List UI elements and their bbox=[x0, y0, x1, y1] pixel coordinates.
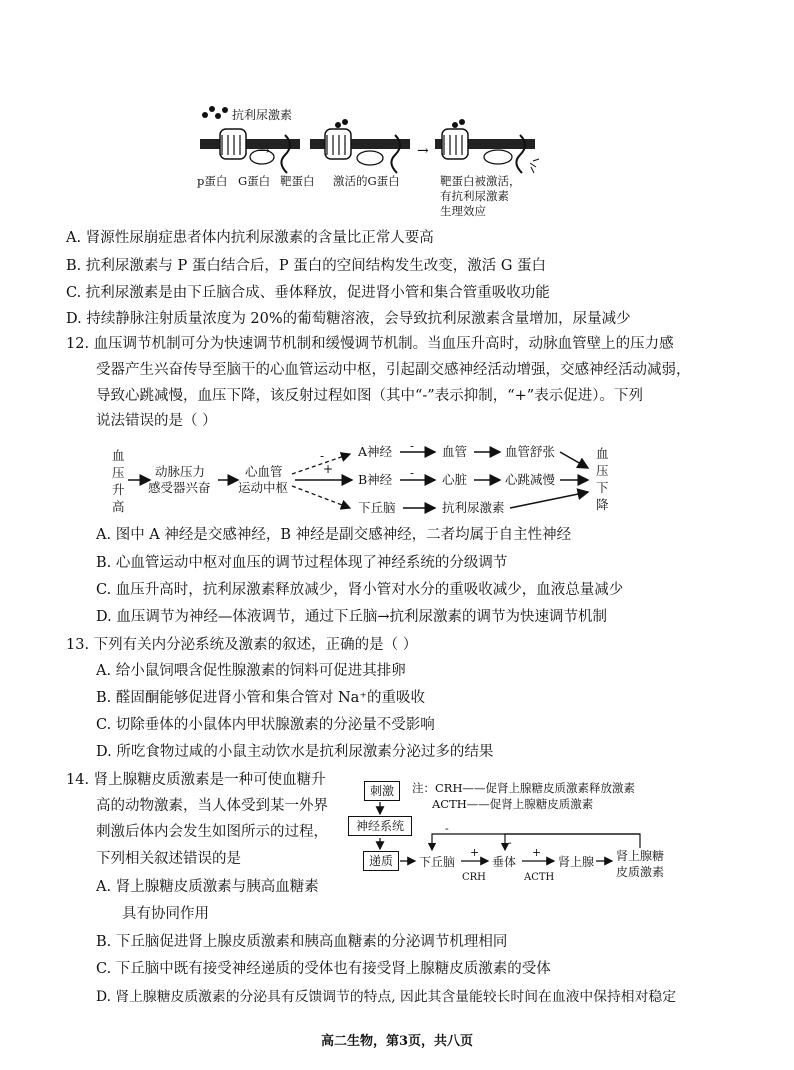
hpa-output-2: 皮质激素 bbox=[616, 865, 665, 879]
crh-label: CRH bbox=[462, 872, 486, 883]
label-g-protein: G蛋白 bbox=[238, 174, 271, 188]
q14-option-c: C. 下丘脑中既有接受神经递质的受体也有接受肾上腺糖皮质激素的受体 bbox=[96, 961, 551, 977]
q14-note-2: ACTH——促肾上腺糖皮质激素 bbox=[432, 797, 594, 811]
bp-drop-4: 降 bbox=[596, 497, 609, 512]
q14-option-b: B. 下丘脑促进肾上腺皮质激素和胰高血糖素的分泌调节机理相同 bbox=[96, 934, 508, 950]
plus-crh: + bbox=[470, 846, 480, 859]
bp-rise-3: 升 bbox=[112, 482, 125, 497]
hpa-hypothalamus: 下丘脑 bbox=[419, 855, 456, 869]
hypothalamus: 下丘脑 bbox=[358, 500, 396, 515]
label-activated-g: 激活的G蛋白 bbox=[333, 174, 400, 188]
bp-rise-2: 压 bbox=[112, 465, 125, 480]
q12-option-a: A. 图中 A 神经是交感神经，B 神经是副交感神经，二者均属于自主性神经 bbox=[96, 527, 572, 543]
q13-stem: 13. 下列有关内分泌系统及激素的叙述，正确的是（ ） bbox=[66, 637, 418, 653]
plus-sign-a: + bbox=[323, 462, 334, 476]
q13-option-d: D. 所吃食物过咸的小鼠主动饮水是抗利尿激素分泌过多的结果 bbox=[96, 744, 494, 760]
q14-stem-3: 刺激后体内会发生如图所示的过程， bbox=[96, 824, 328, 840]
q11-option-c: C. 抗利尿激素是由下丘脑合成、垂体释放，促进肾小管和集合管重吸收功能 bbox=[66, 285, 550, 301]
heart: 心脏 bbox=[442, 472, 468, 487]
center-1: 心血管 bbox=[245, 464, 283, 479]
acth-label: ACTH bbox=[524, 872, 555, 883]
center-2: 运动中枢 bbox=[238, 480, 289, 495]
label-activated-2: 有抗利尿激素 bbox=[440, 189, 509, 203]
q13-option-a: A. 给小鼠饲喂含促性腺激素的饲料可促进其排卵 bbox=[96, 663, 406, 679]
q14-option-d: D. 肾上腺糖皮质激素的分泌具有反馈调节的特点, 因此其含量能较长时间在血液中保持相对稳定 bbox=[96, 989, 676, 1005]
bp-drop-2: 压 bbox=[596, 463, 609, 478]
q12-option-c: C. 血压升高时，抗利尿激素释放减少，肾小管对水分的重吸收减少，血液总量减少 bbox=[96, 582, 624, 598]
q14-option-a-2: 具有协同作用 bbox=[122, 906, 209, 922]
q13-option-c: C. 切除垂体的小鼠体内甲状腺激素的分泌量不受影响 bbox=[96, 717, 435, 733]
q12-stem-4: 说法错误的是（ ） bbox=[96, 413, 217, 429]
q14-stem-2: 高的动物激素，当人体受到某一外界 bbox=[96, 798, 328, 814]
q12-stem-1: 12. 血压调节机制可分为快速调节机制和缓慢调节机制。当血压升高时，动脉血管壁上的压力感 bbox=[66, 336, 674, 352]
minus-sign-vessel: - bbox=[410, 440, 415, 453]
adh-hormone: 抗利尿激素 bbox=[442, 500, 505, 515]
minus-fb-hypo: - bbox=[445, 822, 449, 835]
q11-option-d: D. 持续静脉注射质量浓度为 20%的葡萄糖溶液，会导致抗利尿激素含量增加，尿量减少 bbox=[66, 311, 631, 327]
membrane-stage-1 bbox=[200, 129, 300, 173]
fig11-title: 抗利尿激素 bbox=[232, 108, 293, 122]
q12-stem-2: 受器产生兴奋传导至脑干的心血管运动中枢，引起副交感神经活动增强，交感神经活动减弱， bbox=[96, 362, 691, 378]
nervous-system-box: 神经系统 bbox=[348, 816, 412, 836]
vessel-relax: 血管舒张 bbox=[505, 444, 556, 459]
q14-note-1: 注：CRH——促肾上腺糖皮质激素释放激素 bbox=[412, 781, 635, 795]
hpa-output-1: 肾上腺糖 bbox=[616, 849, 665, 863]
membrane-stage-2 bbox=[310, 119, 410, 173]
membrane-stage-3 bbox=[435, 119, 539, 173]
q11-option-a: A. 肾源性尿崩症患者体内抗利尿激素的含量比正常人要高 bbox=[66, 230, 434, 246]
q11-option-b: B. 抗利尿激素与 P 蛋白结合后，P 蛋白的空间结构发生改变，激活 G 蛋白 bbox=[66, 258, 547, 274]
receptor-1: 动脉压力 bbox=[155, 464, 206, 479]
bp-drop-3: 下 bbox=[596, 480, 609, 495]
bp-rise-4: 高 bbox=[112, 499, 125, 514]
bp-rise-1: 血 bbox=[112, 448, 125, 463]
hormone-dots bbox=[202, 106, 228, 119]
page-footer: 高二生物，第3页，共八页 bbox=[320, 1034, 474, 1049]
label-p-protein: p蛋白 bbox=[197, 174, 228, 188]
minus-sign-heart: - bbox=[410, 466, 415, 480]
bp-drop-1: 血 bbox=[596, 446, 609, 461]
q12-stem-3: 导致心跳减慢，血压下降，该反射过程如图（其中“-”表示抑制，“+”表示促进）。下列 bbox=[96, 388, 643, 404]
plus-acth: + bbox=[532, 846, 542, 859]
q14-option-a-1: A. 肾上腺糖皮质激素与胰高血糖素 bbox=[96, 879, 319, 895]
blood-pressure-reflex-diagram bbox=[0, 440, 794, 530]
q14-stem-1: 14. 肾上腺糖皮质激素是一种可使血糖升 bbox=[66, 772, 326, 788]
q13-option-b: B. 醛固酮能够促进肾小管和集合管对 Na⁺的重吸收 bbox=[96, 690, 425, 706]
heart-slow: 心跳减慢 bbox=[505, 472, 556, 487]
label-activated-3: 生理效应 bbox=[440, 204, 486, 218]
transmitter-box: 递质 bbox=[363, 851, 399, 871]
label-target-protein: 靶蛋白 bbox=[280, 174, 315, 188]
receptor-2: 感受器兴奋 bbox=[148, 480, 211, 495]
a-nerve: A神经 bbox=[358, 444, 393, 459]
minus-fb-pit: - bbox=[508, 836, 512, 849]
label-activated-1: 靶蛋白被激活， bbox=[440, 174, 521, 188]
svg-text:→: → bbox=[258, 143, 270, 159]
minus-sign-a: - bbox=[320, 449, 325, 463]
hpa-adrenal: 肾上腺 bbox=[558, 855, 595, 869]
stimulus-box: 刺激 bbox=[364, 781, 400, 801]
svg-text:→: → bbox=[417, 143, 429, 159]
q12-option-d: D. 血压调节为神经—体液调节，通过下丘脑→抗利尿激素的调节为快速调节机制 bbox=[96, 609, 607, 625]
q14-stem-4: 下列相关叙述错误的是 bbox=[96, 851, 241, 867]
vessel: 血管 bbox=[442, 444, 468, 459]
q12-option-b: B. 心血管运动中枢对血压的调节过程体现了神经系统的分级调节 bbox=[96, 555, 508, 571]
b-nerve: B神经 bbox=[358, 472, 393, 487]
hpa-axis-diagram bbox=[0, 790, 794, 900]
hpa-pituitary: 垂体 bbox=[492, 855, 517, 869]
